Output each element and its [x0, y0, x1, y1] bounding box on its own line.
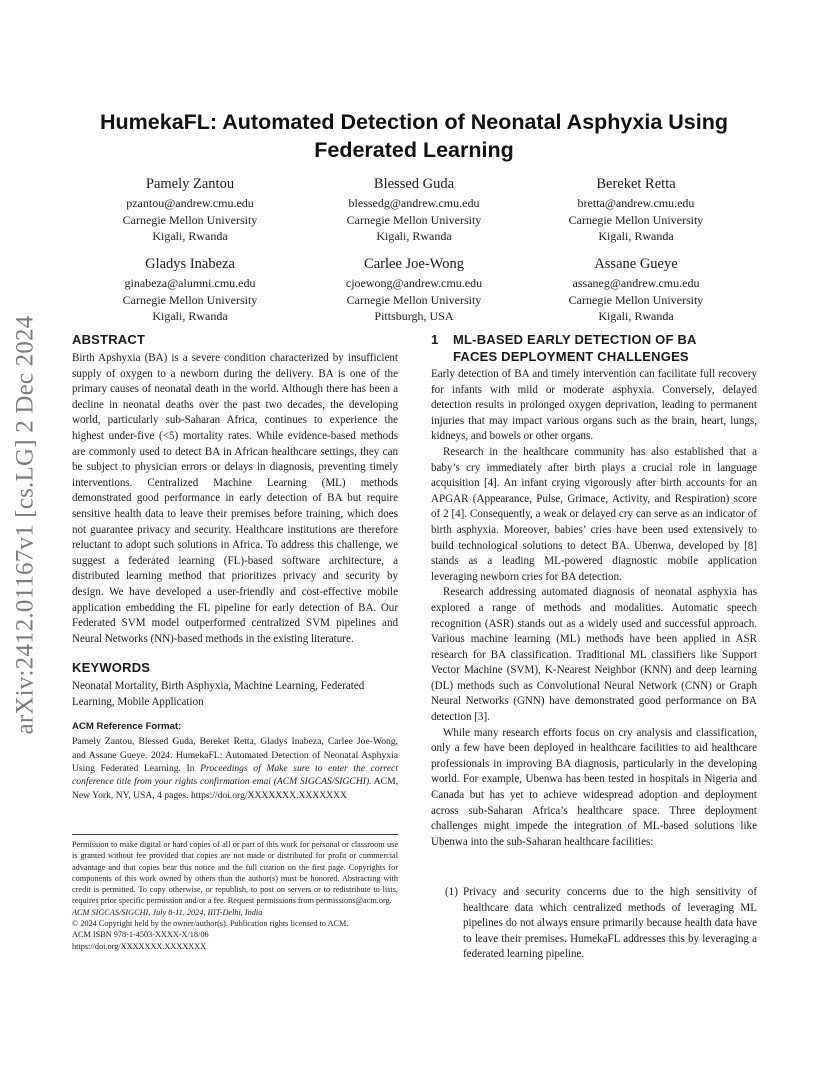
author-email: cjoewong@andrew.cmu.edu	[345, 276, 483, 290]
right-column	[431, 331, 757, 850]
author-affiliation: Carnegie Mellon University	[122, 292, 258, 307]
copyright-line: © 2024 Copyright held by the owner/author(s). Publication rights licensed to ACM.	[72, 919, 349, 929]
author-affiliation: Carnegie Mellon University	[346, 292, 482, 307]
section-1-paragraph: Early detection of BA and timely intervention can facilitate full recovery for infants with mild or moderate asphyxia. Conversely, delayed detection results in prolonged oxygen deprivation, leading to permanent injuries that may impact various organs such as the brain, heart, lungs, kidneys, and bowels or other organs.	[431, 368, 757, 443]
author-location: Kigali, Rwanda	[598, 229, 674, 243]
section-1-title-line-2: FACES DEPLOYMENT CHALLENGES	[453, 349, 689, 364]
keywords-heading: KEYWORDS	[72, 660, 151, 676]
isbn-line: ACM ISBN 978-1-4503-XXXX-X/18/06	[72, 930, 209, 940]
conference-line: ACM SIGCAS/SIGCHI, July 8-11, 2024, IIIT-Delhi, India	[72, 907, 263, 917]
acm-reference-authors: Pamely Zantou, Blessed Guda, Bereket Retta, Gladys Inabeza, Carlee Joe-Wong, and Assane Gueye. 2024. HumekaFL: Automated Detection of Neonatal Asphyxia Using Federated Learning. In	[72, 736, 398, 775]
acm-reference-heading: ACM Reference Format:	[72, 721, 182, 733]
author-location: Kigali, Rwanda	[376, 229, 452, 243]
author-affiliation: Carnegie Mellon University	[122, 212, 258, 227]
copyright-footnote	[72, 839, 398, 952]
author-block	[80, 174, 300, 245]
section-1-paragraph: Research addressing automated diagnosis of neonatal asphyxia has explored a range of methods and modalities. Automatic speech recognition (ASR) stands out as a widely used and successful approach. Various machine learning (ML) methods have been applied in ASR research for BA classification. Traditional ML classifiers like Support Vector Machine (SVM), K-Nearest Neighbor (KNN) and deep learning (DL) methods such as Convolutional Neural Network (CNN) or Graph Neural Networks (GNN) have demonstrated good performance on BA detection [3].	[431, 586, 757, 724]
author-email: pzantou@andrew.cmu.edu	[126, 196, 254, 210]
footnote-divider	[72, 834, 398, 835]
author-name: Bereket Retta	[596, 176, 676, 192]
acm-reference-rest: ACM, New York, NY, USA, 4 pages. https://doi.org/XXXXXXX.XXXXXXX	[72, 776, 398, 801]
arxiv-identifier-stamp	[0, 290, 50, 760]
author-block	[526, 254, 746, 325]
author-name: Carlee Joe-Wong	[364, 256, 464, 272]
section-1-heading	[431, 331, 757, 365]
author-location: Kigali, Rwanda	[598, 309, 674, 323]
author-block	[304, 174, 524, 245]
paper-title-line-1: HumekaFL: Automated Detection of Neonatal Asphyxia Using	[100, 110, 728, 134]
author-name: Gladys Inabeza	[145, 256, 235, 272]
author-block	[304, 254, 524, 325]
section-1-title-line-1: ML-BASED EARLY DETECTION OF BA	[453, 332, 697, 347]
permission-notice: Permission to make digital or hard copies of all or part of this work for personal or classroom use is granted without fee provided that copies are not made or distributed for profit or commercial advantage and that copies bear this notice and the full citation on the first page. Copyrights for components of this work owned by others than the author(s) must be honored. Abstracting with credit is permitted. To copy otherwise, or republish, to post on servers or to redistribute to lists, requires prior specific permission and/or a fee. Request permissions from permissions@acm.org.	[72, 840, 398, 906]
author-name: Assane Gueye	[594, 256, 678, 272]
doi-line: https://doi.org/XXXXXXX.XXXXXXX	[72, 941, 207, 951]
author-name: Pamely Zantou	[145, 176, 235, 192]
left-column	[72, 331, 398, 802]
author-affiliation: Carnegie Mellon University	[568, 212, 704, 227]
keywords-text: Neonatal Mortality, Birth Asphyxia, Machine Learning, Federated Learning, Mobile Application	[72, 680, 365, 708]
list-item-number: (1)	[445, 886, 458, 898]
abstract-heading: ABSTRACT	[72, 332, 146, 347]
author-block	[526, 174, 746, 245]
author-block	[80, 254, 300, 325]
abstract-text: Birth Apshyxia (BA) is a severe condition characterized by insufficient supply of oxygen to a newborn during the delivery. BA is one of the primary causes of neonatal death in the world. Although there has been a decline in neonatal deaths over the past two decades, the developing world, particularly sub-Saharan Africa, continues to experience the highest under-five (<5) mortality rates. While evidence-based methods are commonly used to detect BA in African healthcare settings, they can be subject to physician errors or delays in diagnosis, preventing timely interventions. Centralized Machine Learning (ML) methods demonstrated good performance in early detection of BA but require sensitive health data to leave their premises before training, which does not guarantee privacy and security. Healthcare institutions are therefore reluctant to adopt such solutions in Africa. To address this challenge, we suggest a federated learning (FL)-based software architecture, a distributed learning method that prioritizes privacy and security by design. We have developed a user-friendly and cost-effective mobile application embedding the FL pipeline for early detection of BA. Our Federated SVM model outperformed centralized SVM pipelines and Neural Networks (NN)-based methods in the existing literature.	[72, 352, 398, 645]
author-email: ginabeza@alumni.cmu.edu	[124, 276, 256, 290]
paper-title	[80, 108, 748, 164]
author-email: bretta@andrew.cmu.edu	[577, 196, 695, 210]
author-email: blessedg@andrew.cmu.edu	[348, 196, 480, 210]
paper-title-line-2: Federated Learning	[314, 138, 514, 162]
author-affiliation: Carnegie Mellon University	[346, 212, 482, 227]
author-email: assaneg@andrew.cmu.edu	[572, 276, 700, 290]
author-location: Pittsburgh, USA	[374, 309, 454, 323]
section-1-paragraph: While many research efforts focus on cry analysis and classification, only a few have been deployed in healthcare facilities to aid healthcare professionals in improving BA diagnosis, particularly in the developing world. For example, Ubenwa has been tested in hospitals in Nigeria and Canada but has yet to achieve widespread adoption and deployment across sub-Saharan Africa’s healthcare space. Three deployment challenges might impede the integration of ML-based solutions like Ubenwa into the sub-Saharan healthcare facilities:	[431, 726, 757, 848]
author-affiliation: Carnegie Mellon University	[568, 292, 704, 307]
section-1-title	[453, 331, 697, 365]
author-location: Kigali, Rwanda	[152, 309, 228, 323]
list-item-text: Privacy and security concerns due to the high sensitivity of healthcare data which centralized methods of leveraging ML pipelines do not always ensure primarily because health data have to leave their premises. HumekaFL addresses this by leveraging a federated learning pipeline.	[463, 886, 757, 961]
author-location: Kigali, Rwanda	[152, 229, 228, 243]
section-1-number: 1	[431, 332, 439, 347]
challenge-list-item	[445, 885, 757, 963]
section-1-paragraph: Research in the healthcare community has also established that a baby’s cry immediately after birth plays a crucial role in language acquisition [4]. An infant crying vigorously after birth accounts for an APGAR (Appearance, Pulse, Grimace, Activity, and Respiration) score of 2 [4]. Consequently, a weak or delayed cry can serve as an indicator of birth asphyxia. Moreover, babies’ cries have been used extensively to build technological solutions to detect BA. Ubenwa, developed by [8] stands as a leading ML-powered diagnostic mobile application leveraging newborn cries for BA detection.	[431, 445, 757, 583]
acm-reference-text	[72, 735, 398, 801]
arxiv-identifier-text: arXiv:2412.01167v1 [cs.LG] 2 Dec 2024	[11, 315, 39, 735]
acm-reference-proceedings: Proceedings of Make sure to enter the correct conference title from your rights confirmation emai (ACM SIGCAS/SIGCHI).	[72, 763, 398, 788]
author-name: Blessed Guda	[373, 176, 455, 192]
